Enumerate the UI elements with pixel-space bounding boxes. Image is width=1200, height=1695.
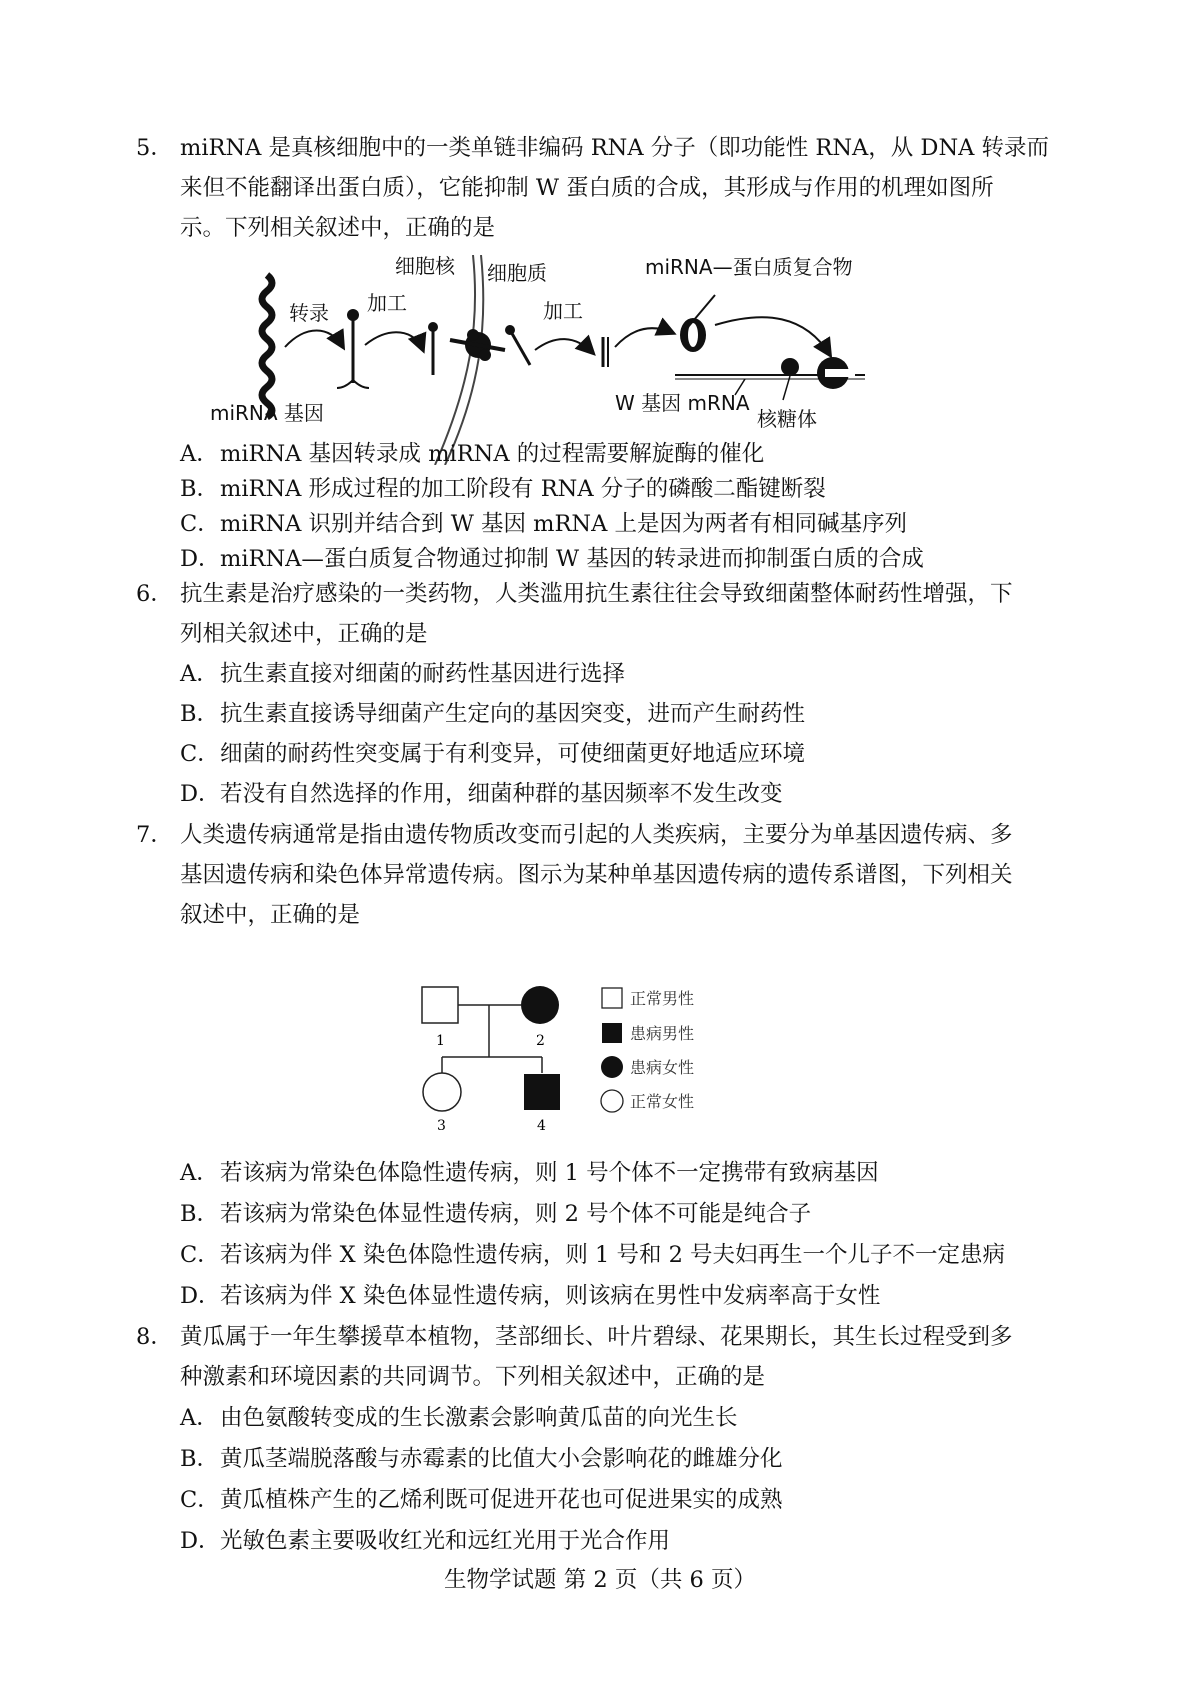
- option-6d: [180, 774, 783, 814]
- individual-3-normal-female: [423, 1073, 461, 1111]
- legend-normal-female-symbol: [601, 1090, 623, 1112]
- option-5d: [180, 539, 924, 579]
- option-5b: [180, 469, 826, 509]
- complex-label: miRNA—蛋白质复合物: [645, 255, 853, 279]
- option-letter: A．: [180, 661, 219, 687]
- page-footer: 生物学试题 第 2 页（共 6 页）: [444, 1567, 756, 1593]
- option-text: 若该病为常染色体显性遗传病，则 2 号个体不可能是纯合子: [220, 1201, 812, 1227]
- exported-mirna-shape: [505, 325, 530, 365]
- question-5-stem: [136, 128, 1080, 248]
- processing-label-2: 加工: [543, 299, 583, 323]
- w-mrna-label: W 基因 mRNA: [615, 391, 750, 415]
- option-letter: D．: [180, 546, 221, 572]
- question-text-line: 列相关叙述中，正确的是: [180, 621, 428, 647]
- option-8a: [180, 1398, 738, 1438]
- option-8d: [180, 1521, 670, 1561]
- question-6-stem: [136, 574, 1080, 654]
- mirna-protein-complex-shape: [680, 295, 715, 352]
- pri-mirna-shape: [337, 309, 369, 388]
- option-text: 若该病为常染色体隐性遗传病，则 1 号个体不一定携带有致病基因: [220, 1160, 879, 1186]
- legend-label: 正常男性: [630, 989, 695, 1008]
- option-letter: C．: [180, 511, 220, 537]
- mirna-gene-dna-shape: [262, 275, 272, 417]
- option-text: miRNA 识别并结合到 W 基因 mRNA 上是因为两者有相同碱基序列: [220, 511, 908, 537]
- question-text-line: 基因遗传病和染色体异常遗传病。图示为某种单基因遗传病的遗传系谱图，下列相关: [180, 862, 1013, 888]
- ribosome-shape: [781, 358, 799, 376]
- option-5c: [180, 504, 907, 544]
- question-text-line: 种激素和环境因素的共同调节。下列相关叙述中，正确的是: [180, 1364, 766, 1390]
- option-letter: A．: [180, 441, 219, 467]
- individual-1-normal-male: [422, 987, 458, 1023]
- option-text: 若该病为伴 X 染色体显性遗传病，则该病在男性中发病率高于女性: [220, 1283, 881, 1309]
- option-text: 光敏色素主要吸收红光和远红光用于光合作用: [220, 1528, 671, 1554]
- pedigree-id: 4: [537, 1118, 546, 1134]
- option-6c: [180, 734, 805, 774]
- legend-affected-male-symbol: [602, 1023, 622, 1043]
- option-8b: [180, 1439, 783, 1479]
- individual-2-affected-female: [521, 986, 559, 1024]
- bound-complex-shape: [817, 357, 855, 389]
- cytoplasm-label: 细胞质: [487, 261, 547, 285]
- option-letter: C．: [180, 741, 220, 767]
- option-letter: D．: [180, 1283, 221, 1309]
- option-text: miRNA 形成过程的加工阶段有 RNA 分子的磷酸二酯键断裂: [220, 476, 826, 502]
- option-text: miRNA—蛋白质复合物通过抑制 W 基因的转录进而抑制蛋白质的合成: [220, 546, 924, 572]
- mature-mirna-shape: [603, 337, 608, 367]
- option-letter: D．: [180, 1528, 221, 1554]
- option-letter: B．: [180, 1201, 220, 1227]
- question-number: 7．: [136, 822, 173, 848]
- option-text: 黄瓜植株产生的乙烯利既可促进开花也可促进果实的成熟: [220, 1487, 783, 1513]
- option-6a: [180, 654, 625, 694]
- question-number: 5．: [136, 135, 173, 161]
- nuclear-pore-shape: [450, 329, 505, 361]
- nucleus-label: 细胞核: [395, 254, 455, 278]
- option-text: 抗生素直接对细菌的耐药性基因进行选择: [220, 661, 626, 687]
- question-text-line: 来但不能翻译出蛋白质），它能抑制 W 蛋白质的合成，其形成与作用的机理如图所: [180, 175, 994, 201]
- option-text: 黄瓜茎端脱落酸与赤霉素的比值大小会影响花的雌雄分化: [220, 1446, 783, 1472]
- legend-affected-female-symbol: [601, 1056, 623, 1078]
- question-text-line: 示。下列相关叙述中，正确的是: [180, 215, 496, 241]
- option-letter: C．: [180, 1487, 220, 1513]
- question-number: 8．: [136, 1324, 173, 1350]
- pedigree-id: 3: [437, 1118, 446, 1134]
- processing-label-1: 加工: [367, 291, 407, 315]
- option-text: 若没有自然选择的作用，细菌种群的基因频率不发生改变: [220, 781, 783, 807]
- option-letter: B．: [180, 701, 220, 727]
- option-letter: D．: [180, 781, 221, 807]
- legend-normal-male-symbol: [602, 988, 622, 1008]
- option-7d: [180, 1276, 880, 1316]
- option-letter: B．: [180, 1446, 220, 1472]
- question-text-line: 人类遗传病通常是指由遗传物质改变而引起的人类疾病，主要分为单基因遗传病、多: [180, 822, 1013, 848]
- question-number: 6．: [136, 581, 173, 607]
- transcription-label: 转录: [289, 301, 329, 325]
- option-6b: [180, 694, 805, 734]
- option-letter: A．: [180, 1160, 219, 1186]
- option-7c: [180, 1235, 1005, 1275]
- ribosome-label: 核糖体: [757, 407, 817, 431]
- pedigree-id: 2: [536, 1033, 545, 1049]
- question-7-stem: [136, 815, 1080, 935]
- option-letter: C．: [180, 1242, 220, 1268]
- question-text-line: 叙述中，正确的是: [180, 902, 361, 928]
- option-text: 抗生素直接诱导细菌产生定向的基因突变，进而产生耐药性: [220, 701, 806, 727]
- option-7b: [180, 1194, 811, 1234]
- individual-4-affected-male: [524, 1074, 560, 1110]
- question-8-stem: [136, 1317, 1080, 1397]
- question-text-line: miRNA 是真核细胞中的一类单链非编码 RNA 分子（即功能性 RNA，从 DNA 转录而: [180, 135, 1050, 161]
- option-letter: B．: [180, 476, 220, 502]
- pre-mirna-shape: [428, 322, 438, 375]
- pedigree-figure: [420, 985, 780, 1155]
- pedigree-chart: [420, 985, 780, 1155]
- question-text-line: 抗生素是治疗感染的一类药物，人类滥用抗生素往往会导致细菌整体耐药性增强，下: [180, 581, 1013, 607]
- option-text: 细菌的耐药性突变属于有利变异，可使细菌更好地适应环境: [220, 741, 806, 767]
- option-text: 若该病为伴 X 染色体隐性遗传病，则 1 号和 2 号夫妇再生一个儿子不一定患病: [220, 1242, 1006, 1268]
- mirna-gene-label: miRNA 基因: [210, 401, 324, 425]
- option-8c: [180, 1480, 783, 1520]
- option-text: 由色氨酸转变成的生长激素会影响黄瓜苗的向光生长: [220, 1405, 738, 1431]
- option-7a: [180, 1153, 879, 1193]
- option-text: miRNA 基因转录成 miRNA 的过程需要解旋酶的催化: [220, 441, 765, 467]
- question-text-line: 黄瓜属于一年生攀援草本植物，茎部细长、叶片碧绿、花果期长，其生长过程受到多: [180, 1324, 1013, 1350]
- legend-label: 患病女性: [630, 1058, 695, 1077]
- option-5a: [180, 434, 764, 474]
- option-letter: A．: [180, 1405, 219, 1431]
- legend-label: 患病男性: [630, 1024, 695, 1043]
- legend-label: 正常女性: [630, 1092, 695, 1111]
- pedigree-id: 1: [436, 1033, 445, 1049]
